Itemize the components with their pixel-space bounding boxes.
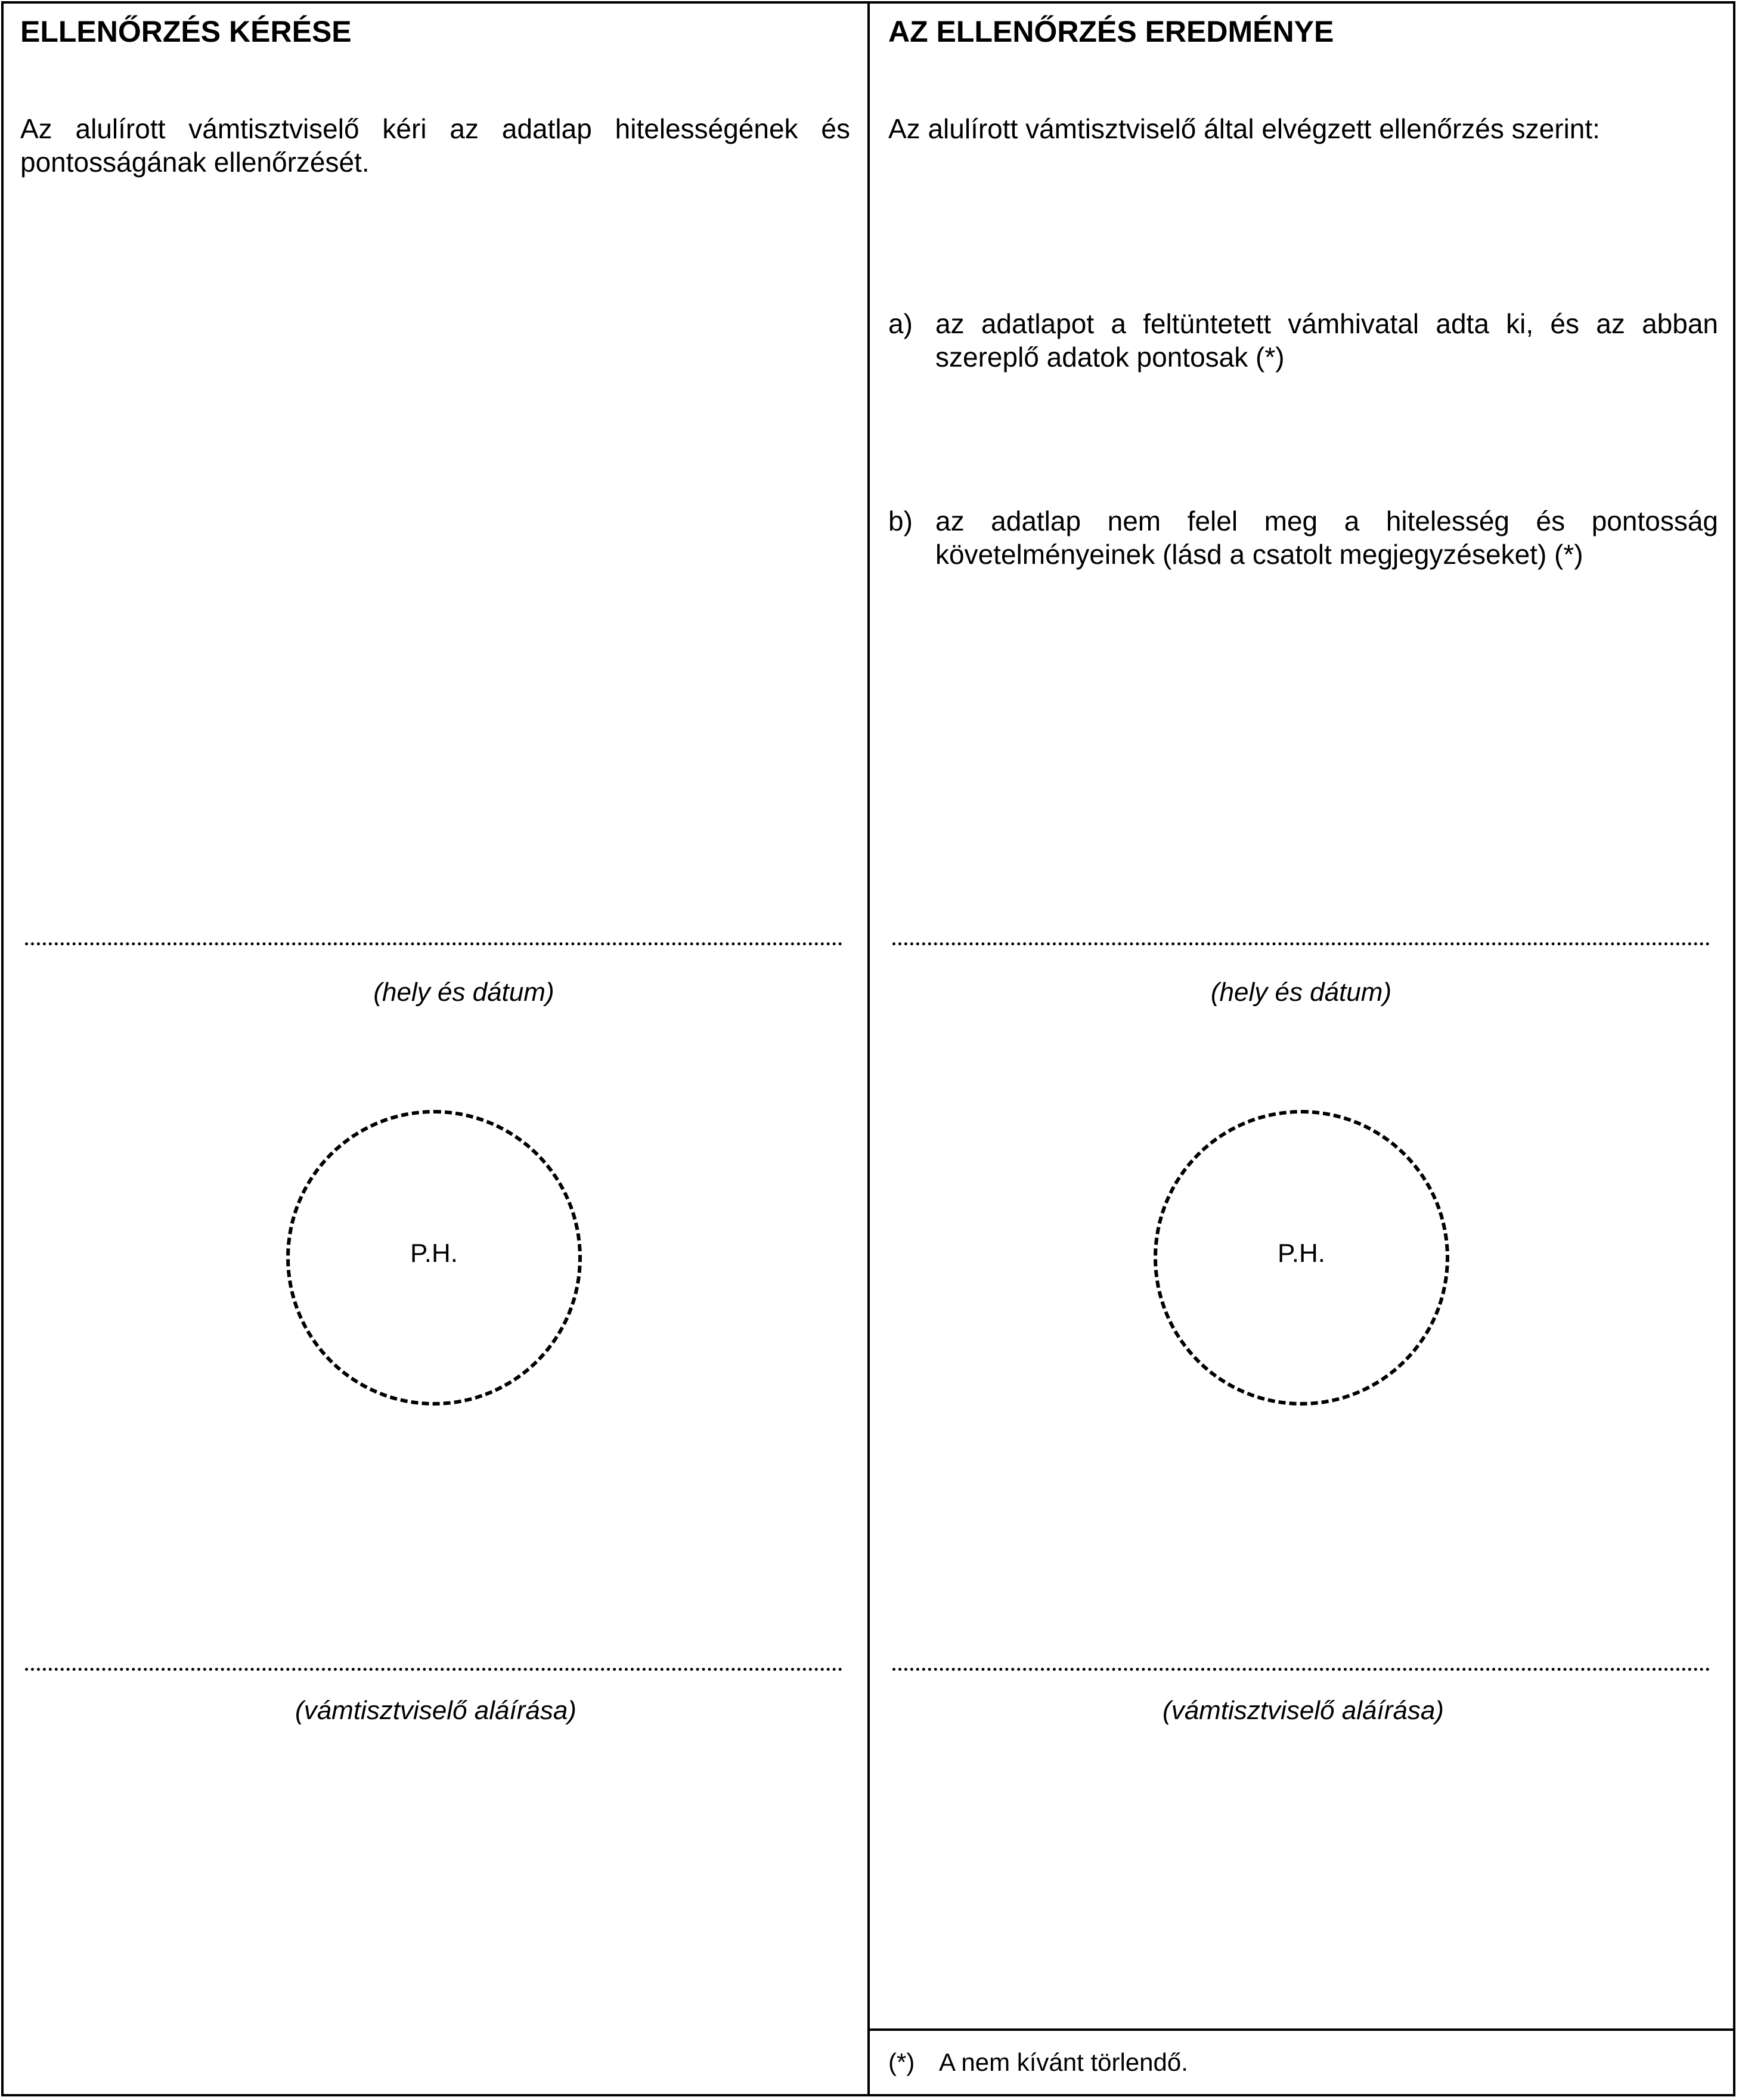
right-panel-intro: Az alulírott vámtisztviselő által elvégzett ellenőrzés szerint:	[888, 113, 1600, 144]
right-signature-line[interactable]	[892, 1668, 1710, 1671]
left-signature-line[interactable]	[25, 1668, 842, 1671]
option-b	[888, 504, 1718, 576]
footnote-text: A nem kívánt törlendő.	[939, 2048, 1188, 2076]
right-place-date-line[interactable]	[892, 942, 1710, 945]
footnote-marker: (*)	[888, 2048, 915, 2076]
option-a	[888, 307, 1718, 379]
left-stamp-label: P.H.	[410, 1239, 458, 1268]
option-b-label: b)	[888, 505, 913, 536]
footnote-divider	[867, 2028, 1735, 2031]
right-signature-caption: (vámtisztviselő aláírása)	[1163, 1696, 1444, 1725]
left-signature-caption: (vámtisztviselő aláírása)	[295, 1696, 576, 1725]
left-panel-body: Az alulírott vámtisztviselő kéri az adatlap hitelességének és pontosságának ellenőrzését.	[20, 113, 850, 178]
option-a-text: az adatlapot a feltüntetett vámhivatal adta ki, és az abban szereplő adatok pontosak (*)	[935, 308, 1718, 373]
left-panel-title: ELLENŐRZÉS KÉRÉSE	[20, 15, 352, 48]
left-place-date-line[interactable]	[25, 942, 842, 945]
right-place-date-caption: (hely és dátum)	[1210, 978, 1392, 1007]
option-b-text: az adatlap nem felel meg a hitelesség és pontosság követelményeinek (lásd a csatolt megjegyzéseket) (*)	[935, 505, 1718, 570]
option-a-label: a)	[888, 308, 913, 339]
right-panel-title: AZ ELLENŐRZÉS EREDMÉNYE	[888, 15, 1334, 48]
right-stamp-label: P.H.	[1278, 1239, 1325, 1268]
column-divider	[867, 1, 870, 2096]
left-place-date-caption: (hely és dátum)	[373, 978, 554, 1007]
